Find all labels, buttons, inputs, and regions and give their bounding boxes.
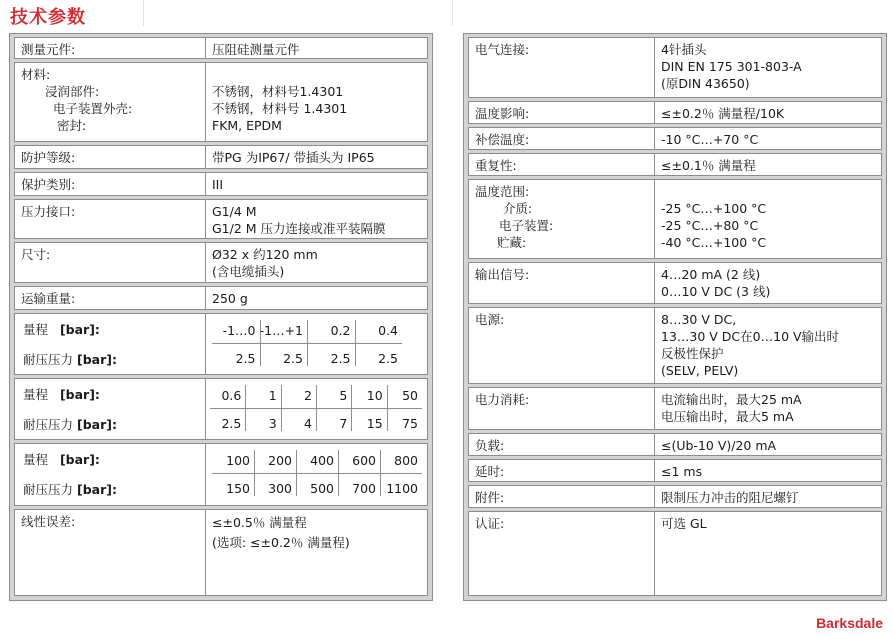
range-value-cell: 5 <box>339 388 348 403</box>
range-label: 量程 [bar]: <box>23 387 100 402</box>
spec-value <box>655 263 881 303</box>
spec-value-line: 13…30 V DC在0…10 V输出时 <box>661 329 840 344</box>
spec-row-range-group <box>14 443 428 506</box>
spec-row-material <box>14 62 428 142</box>
overload-value-cell: 3 <box>268 416 277 431</box>
overload-label: 耐压压力 [bar]: <box>23 352 117 367</box>
overload-value-cell: 150 <box>226 481 250 496</box>
spec-value-line: -25 °C…+100 °C <box>661 201 767 216</box>
spec-label: 防护等级: <box>15 146 206 168</box>
spec-value <box>206 243 427 282</box>
spec-value-line: DIN EN 175 301-803-A <box>661 59 802 74</box>
spec-value <box>206 63 427 141</box>
spec-row-temp-effect <box>468 101 882 124</box>
range-value-cell: 1 <box>268 388 277 403</box>
spec-label: 附件: <box>469 486 655 507</box>
overload-label: 耐压压力 [bar]: <box>23 482 117 497</box>
overload-value-cell: 2.5 <box>283 351 303 366</box>
spec-value-line: (原DIN 43650) <box>661 76 750 91</box>
range-value-cell: 10 <box>366 388 383 403</box>
spec-label: 温度影响: <box>469 102 655 123</box>
brand-logo: Barksdale <box>816 615 883 631</box>
range-grid <box>206 379 427 439</box>
grid-divider <box>212 473 422 474</box>
spec-value-line: 电流输出时，最大25 mA <box>661 392 802 407</box>
spec-label: 压力接口: <box>15 200 206 238</box>
spec-row-measuring-element <box>14 37 428 59</box>
overload-value-cell: 7 <box>339 416 348 431</box>
overload-value-cell: 1100 <box>386 481 418 496</box>
spec-row-pressure-port <box>14 199 428 239</box>
range-label: 量程 [bar]: <box>23 322 100 337</box>
spec-label: 输出信号: <box>469 263 655 303</box>
spec-label: 电力消耗: <box>469 388 655 429</box>
left-spec-table <box>9 33 433 601</box>
range-value-cell: 0.6 <box>221 388 242 403</box>
spec-label: 补偿温度: <box>469 128 655 149</box>
spec-value <box>655 180 881 258</box>
spec-value-line: 电压输出时，最大5 mA <box>661 409 794 424</box>
spec-label: 线性误差: <box>15 510 206 595</box>
spec-label <box>15 314 206 374</box>
spec-row-compensated-temp <box>468 127 882 150</box>
spec-label-main: 材料: <box>21 67 51 82</box>
spec-value-line: (含电缆插头) <box>212 264 285 279</box>
spec-label: 电源: <box>469 308 655 383</box>
range-value-cell: -1…+1 <box>259 323 303 338</box>
range-value-cell: 600 <box>352 453 376 468</box>
overload-value-cell: 15 <box>366 416 383 431</box>
spec-value <box>655 308 881 383</box>
spec-row-delay <box>468 459 882 482</box>
spec-value-line: 不锈钢，材料号1.4301 <box>212 84 344 99</box>
overload-value-cell: 4 <box>304 416 312 431</box>
spec-row-output-signal <box>468 262 882 304</box>
spec-value-line: ≤±0.5％ 满量程 <box>212 515 307 530</box>
overload-value-cell: 2.5 <box>378 351 398 366</box>
spec-value: III <box>212 177 224 192</box>
spec-row-approval <box>468 511 882 596</box>
spec-value-line: 不锈钢，材料号 1.4301 <box>212 101 348 116</box>
spec-sublabel: 贮藏: <box>497 235 527 250</box>
range-label: 量程 [bar]: <box>23 452 100 467</box>
overload-value-cell: 700 <box>352 481 376 496</box>
spec-label: 尺寸: <box>15 243 206 282</box>
spec-row-protection-grade <box>14 145 428 169</box>
range-value-cell: 400 <box>310 453 334 468</box>
spec-row-power-consumption <box>468 387 882 430</box>
spec-value-line: (SELV, PELV) <box>661 363 739 378</box>
spec-label <box>15 444 206 505</box>
spec-value-line: 4…20 mA (2 线) <box>661 267 761 282</box>
spec-sublabel: 电子装置: <box>499 218 554 233</box>
range-value-cell: 800 <box>394 453 418 468</box>
spec-label: 运输重量: <box>15 287 206 309</box>
spec-sublabel: 密封: <box>57 118 87 133</box>
spec-value-line: 4针插头 <box>661 42 707 57</box>
spec-row-repeatability <box>468 153 882 176</box>
spec-row-accessories <box>468 485 882 508</box>
overload-value-cell: 500 <box>310 481 334 496</box>
spec-row-power-supply <box>468 307 882 384</box>
spec-row-protection-class <box>14 172 428 196</box>
spec-label: 测量元件: <box>15 38 206 58</box>
range-grid-cells <box>212 444 422 504</box>
grid-divider <box>210 408 422 409</box>
spec-sublabel: 浸润部件: <box>45 84 100 99</box>
spec-value-line: 反极性保护 <box>661 346 724 361</box>
spec-label <box>15 379 206 439</box>
spec-label <box>15 63 206 141</box>
spec-row-weight <box>14 286 428 310</box>
spec-value-line: 0…10 V DC (3 线) <box>661 284 771 299</box>
spec-value-line: -40 °C…+100 °C <box>661 235 767 250</box>
range-value-cell: 0.4 <box>378 323 398 338</box>
spec-value <box>655 38 881 97</box>
spec-value: 压阻硅测量元件 <box>212 42 300 57</box>
spec-value <box>655 388 881 429</box>
spec-value: 带PG 为IP67/ 带插头为 IP65 <box>212 150 375 165</box>
spec-value: 限制压力冲击的阻尼螺钉 <box>661 490 799 505</box>
range-value-cell: 2 <box>304 388 312 403</box>
range-grid-cells <box>212 314 402 374</box>
spec-label: 延时: <box>469 460 655 481</box>
spec-value <box>206 200 427 238</box>
right-spec-table <box>463 33 887 601</box>
spec-value-line: Ø32 x 约120 mm <box>212 247 318 262</box>
spec-row-temp-range <box>468 179 882 259</box>
spec-label: 负载: <box>469 434 655 455</box>
spec-row-range-group <box>14 378 428 440</box>
range-value-cell: 100 <box>226 453 250 468</box>
range-grid <box>206 444 427 505</box>
spec-row-dimensions <box>14 242 428 283</box>
spec-value-line: -25 °C…+80 °C <box>661 218 759 233</box>
spec-value: 250 g <box>212 291 248 306</box>
spec-label: 保护类别: <box>15 173 206 195</box>
spec-row-electrical-connection <box>468 37 882 98</box>
spec-label: 认证: <box>469 512 655 595</box>
overload-value-cell: 75 <box>402 416 418 431</box>
overload-value-cell: 2.5 <box>330 351 351 366</box>
range-value-cell: 0.2 <box>330 323 351 338</box>
spec-row-linearity <box>14 509 428 596</box>
divider <box>452 0 453 26</box>
spec-value: -10 °C…+70 °C <box>661 132 759 147</box>
spec-value: 可选 GL <box>661 516 707 531</box>
spec-value: ≤±0.1％ 满量程 <box>661 158 756 173</box>
spec-value: ≤±0.2％ 满量程/10K <box>661 106 785 121</box>
overload-label: 耐压压力 [bar]: <box>23 417 117 432</box>
spec-label: 重复性: <box>469 154 655 175</box>
range-value-cell: 200 <box>268 453 292 468</box>
range-grid <box>206 314 427 374</box>
range-value-cell: 50 <box>402 388 418 403</box>
grid-divider <box>212 343 402 344</box>
spec-row-range-group <box>14 313 428 375</box>
spec-label <box>469 180 655 258</box>
spec-value-line: (选项: ≤±0.2％ 满量程) <box>212 535 350 550</box>
overload-value-cell: 2.5 <box>235 351 256 366</box>
spec-value-line: G1/2 M 压力连接或准平装隔膜 <box>212 221 386 236</box>
spec-value: ≤1 ms <box>661 464 703 479</box>
overload-value-cell: 2.5 <box>221 416 242 431</box>
spec-value <box>206 510 427 595</box>
divider <box>143 0 144 26</box>
spec-sublabel: 介质: <box>503 201 533 216</box>
spec-value-line: 8…30 V DC, <box>661 312 737 327</box>
spec-value-line: FKM, EPDM <box>212 118 282 133</box>
range-grid-cells <box>210 379 422 439</box>
spec-sublabel: 电子装置外壳: <box>53 101 133 116</box>
overload-value-cell: 300 <box>268 481 292 496</box>
spec-row-load <box>468 433 882 456</box>
range-value-cell: -1…0 <box>222 323 256 338</box>
page-title: 技术参数 <box>10 7 86 28</box>
spec-label: 电气连接: <box>469 38 655 97</box>
spec-value: ≤(Ub-10 V)/20 mA <box>661 438 777 453</box>
spec-label-main: 温度范围: <box>475 184 530 199</box>
spec-value-line: G1/4 M <box>212 204 257 219</box>
